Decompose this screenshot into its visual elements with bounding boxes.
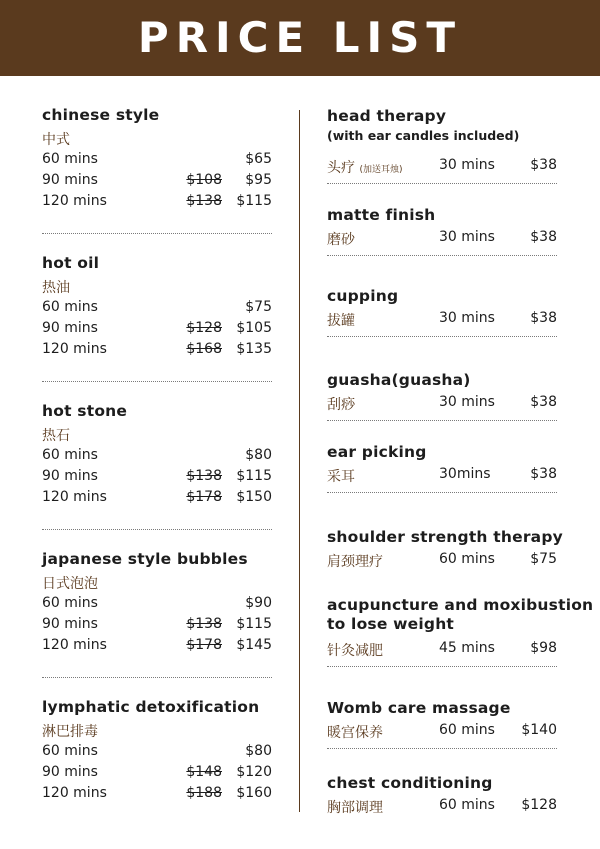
duration: 60 mins [42,447,98,463]
dotted-separator [42,233,272,234]
price: $38 [530,466,557,482]
original-price: $178 [186,489,222,505]
service-title-cn [327,229,355,249]
price: $115 [236,468,272,484]
duration: 30mins [439,466,491,482]
duration: 60 mins [42,299,98,315]
price-row [42,447,272,467]
service-name-cn: 拔罐 [327,313,355,329]
price: $95 [245,172,272,188]
dotted-separator [327,420,557,421]
price: $115 [236,616,272,632]
price: $135 [236,341,272,357]
original-price: $138 [186,468,222,484]
price-row [42,172,272,192]
service-title: guasha(guasha) [327,371,471,389]
price: $90 [245,595,272,611]
duration: 120 mins [42,193,107,209]
price: $145 [236,637,272,653]
column-divider [299,110,300,812]
service-name-cn: 磨砂 [327,232,355,248]
price: $75 [530,551,557,567]
dotted-separator [327,255,557,256]
price: $38 [530,229,557,245]
service-name-cn: 胸部调理 [327,800,383,816]
service-title-cn [327,551,383,571]
service-title-cn [327,394,355,414]
price: $105 [236,320,272,336]
service-title: acupuncture and moxibustion [327,596,594,614]
price: $160 [236,785,272,801]
original-price: $138 [186,193,222,209]
dotted-separator [327,336,557,337]
duration: 30 mins [439,310,495,326]
price: $120 [236,764,272,780]
duration: 120 mins [42,785,107,801]
price: $140 [521,722,557,738]
service-title-cn [327,722,383,742]
service-title: hot oil [42,254,100,272]
service-title: Womb care massage [327,699,511,717]
duration: 30 mins [439,394,495,410]
service-name-cn: 头疗 [327,160,355,176]
service-title: matte finish [327,206,436,224]
service-note-cn: (加送耳烛) [359,165,403,175]
service-name-cn: 采耳 [327,469,355,485]
original-price: $188 [186,785,222,801]
duration: 60 mins [42,595,98,611]
dotted-separator [327,748,557,749]
price-row [42,468,272,488]
duration: 30 mins [439,229,495,245]
duration: 120 mins [42,341,107,357]
duration: 45 mins [439,640,495,656]
service-title-cn: 热石 [42,428,70,444]
duration: 60 mins [439,551,495,567]
price-row [42,785,272,805]
service-subtitle: (with ear candles included) [327,128,520,143]
duration: 120 mins [42,637,107,653]
original-price: $128 [186,320,222,336]
price: $115 [236,193,272,209]
price-row [42,489,272,509]
price-row [42,637,272,657]
service-title-cn [327,466,355,486]
price-row [42,193,272,213]
duration: 90 mins [42,764,98,780]
service-title-cn [327,640,383,660]
duration: 30 mins [439,157,495,173]
service-title-cn [327,157,402,177]
original-price: $138 [186,616,222,632]
price-row [42,299,272,319]
service-title-line2: to lose weight [327,615,455,633]
service-title: lymphatic detoxification [42,698,260,716]
duration: 90 mins [42,616,98,632]
service-title-cn [327,310,355,330]
price-row [42,151,272,171]
price: $38 [530,310,557,326]
price: $150 [236,489,272,505]
service-title: japanese style bubbles [42,550,248,568]
service-name-cn: 暖宫保养 [327,725,383,741]
price: $38 [530,394,557,410]
price-row [42,616,272,636]
service-name-cn: 刮痧 [327,397,355,413]
price: $80 [245,447,272,463]
duration: 90 mins [42,320,98,336]
dotted-separator [42,529,272,530]
dotted-separator [327,183,557,184]
price-row [42,764,272,784]
service-title-cn: 日式泡泡 [42,576,98,592]
price: $128 [521,797,557,813]
duration: 60 mins [439,797,495,813]
price: $65 [245,151,272,167]
service-title-cn: 中式 [42,132,70,148]
service-title-cn: 淋巴排毒 [42,724,98,740]
original-price: $168 [186,341,222,357]
price-row [42,743,272,763]
price: $38 [530,157,557,173]
service-title: head therapy [327,107,447,125]
service-title: cupping [327,287,399,305]
service-name-cn: 肩颈理疗 [327,554,383,570]
service-title: chest conditioning [327,774,493,792]
duration: 60 mins [42,151,98,167]
dotted-separator [327,666,557,667]
duration: 90 mins [42,468,98,484]
service-title: hot stone [42,402,128,420]
service-title-cn [327,797,383,817]
duration: 120 mins [42,489,107,505]
original-price: $148 [186,764,222,780]
duration: 60 mins [439,722,495,738]
price-row [42,595,272,615]
service-title: shoulder strength therapy [327,528,563,546]
original-price: $178 [186,637,222,653]
duration: 60 mins [42,743,98,759]
service-title: chinese style [42,106,160,124]
price: $75 [245,299,272,315]
price-row [42,341,272,361]
price-row [42,320,272,340]
original-price: $108 [186,172,222,188]
price: $98 [530,640,557,656]
dotted-separator [42,677,272,678]
page-title: PRICE LIST [137,13,463,62]
service-name-cn: 针灸减肥 [327,643,383,659]
duration: 90 mins [42,172,98,188]
header-banner [0,0,600,76]
dotted-separator [327,492,557,493]
service-title-cn: 热油 [42,280,70,296]
dotted-separator [42,381,272,382]
service-title: ear picking [327,443,427,461]
price: $80 [245,743,272,759]
